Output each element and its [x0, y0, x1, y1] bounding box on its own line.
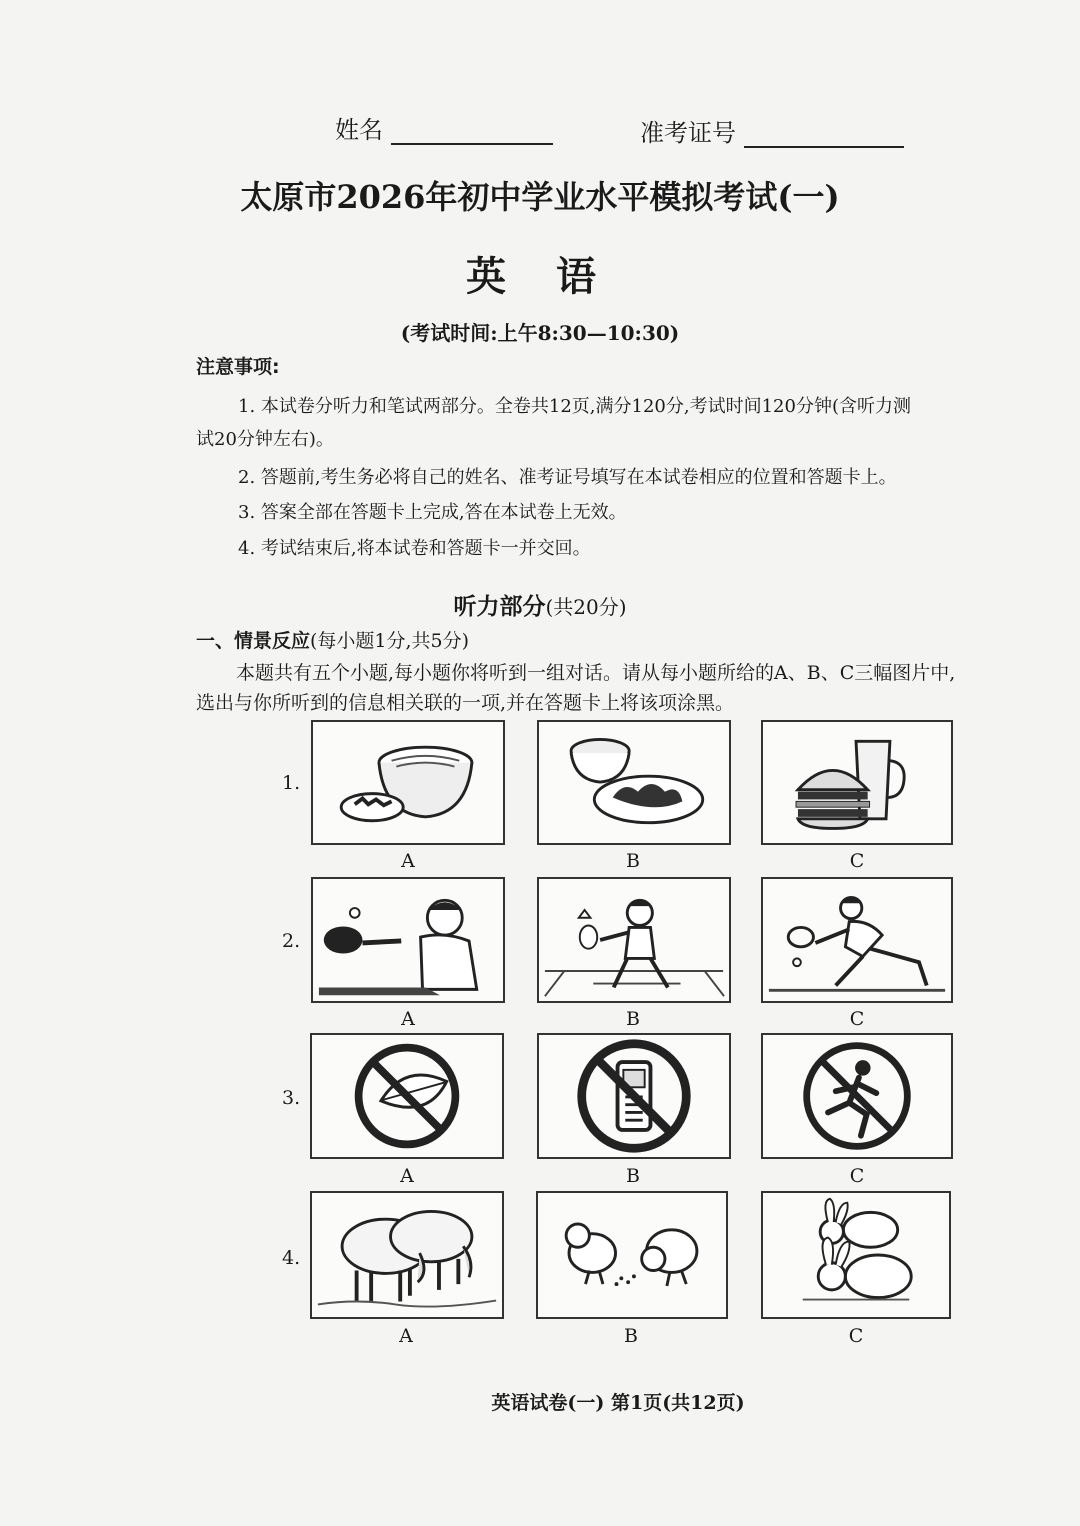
rice-meat-icon: [539, 722, 729, 843]
subject-title: 英 语: [466, 254, 614, 300]
listening-title: 听力部分: [453, 594, 546, 620]
option-label: C: [849, 1165, 865, 1187]
question-number: 1.: [282, 772, 301, 794]
listening-score: (共20分): [545, 595, 627, 619]
note-4: 4. 考试结束后,将本试卷和答题卡一并交回。: [238, 538, 591, 559]
listening-heading: [0, 588, 1080, 621]
option-image: [311, 720, 505, 845]
option-image: [761, 1191, 951, 1319]
option-label: A: [400, 1165, 414, 1187]
chicks-icon: [538, 1193, 726, 1317]
option-label: B: [624, 1325, 638, 1347]
name-label: 姓名: [335, 116, 383, 144]
option-label: B: [626, 1008, 640, 1030]
option-label: A: [401, 1008, 415, 1030]
tennis-icon: [763, 879, 951, 1001]
section1-heading: [196, 626, 469, 653]
option-label: A: [401, 850, 415, 872]
notes-heading: 注意事项:: [196, 356, 280, 378]
note-1: 1. 本试卷分听力和笔试两部分。全卷共12页,满分120分,考试时间120分钟(含听力测: [238, 396, 911, 417]
ping-pong-icon: [313, 879, 503, 1001]
question-number: 3.: [282, 1087, 301, 1109]
id-field: [640, 113, 904, 148]
option-label: C: [849, 850, 865, 872]
exam-time: (考试时间:上午8:30—10:30): [400, 321, 680, 345]
option-image: [310, 1191, 504, 1319]
id-label: 准考证号: [640, 119, 736, 147]
note-2: 2. 答题前,考生务必将自己的姓名、准考证号填写在本试卷相应的位置和答题卡上。: [238, 467, 897, 488]
option-label: C: [848, 1325, 864, 1347]
option-image: [537, 720, 731, 845]
burger-juice-icon: [763, 722, 951, 843]
option-image: [761, 720, 953, 845]
no-picking-leaves-icon: [312, 1035, 502, 1157]
option-label: C: [849, 1008, 865, 1030]
question-number: 4.: [282, 1247, 301, 1269]
question-number: 2.: [282, 930, 301, 952]
noodles-icon: [313, 722, 503, 843]
sheep-icon: [312, 1193, 502, 1317]
name-line: [391, 117, 553, 145]
section1-title: 一、情景反应: [196, 630, 311, 652]
note-3: 3. 答案全部在答题卡上完成,答在本试卷上无效。: [238, 502, 627, 523]
option-label: B: [626, 1165, 640, 1187]
name-field: [335, 110, 553, 145]
no-running-icon: [763, 1035, 951, 1157]
option-image: [311, 877, 505, 1003]
option-image: [761, 877, 953, 1003]
option-label: A: [399, 1325, 413, 1347]
rabbits-icon: [763, 1193, 949, 1317]
option-image: [536, 1191, 728, 1319]
page-footer: 英语试卷(一) 第1页(共12页): [491, 1392, 745, 1414]
option-image: [537, 1033, 731, 1159]
instruction-line-2: 选出与你所听到的信息相关联的一项,并在答题卡上将该项涂黑。: [196, 692, 735, 714]
note-1-cont: 试20分钟左右)。: [196, 429, 334, 450]
option-image: [761, 1033, 953, 1159]
instruction-line-1: 本题共有五个小题,每小题你将听到一组对话。请从每小题所给的A、B、C三幅图片中,: [236, 662, 956, 684]
section1-score: (每小题1分,共5分): [310, 630, 470, 652]
option-label: B: [626, 850, 640, 872]
exam-title: 太原市2026年初中学业水平模拟考试(一): [240, 178, 840, 216]
id-line: [744, 120, 904, 148]
no-phone-icon: [539, 1035, 729, 1157]
option-image: [537, 877, 731, 1003]
badminton-icon: [539, 879, 729, 1001]
option-image: [310, 1033, 504, 1159]
